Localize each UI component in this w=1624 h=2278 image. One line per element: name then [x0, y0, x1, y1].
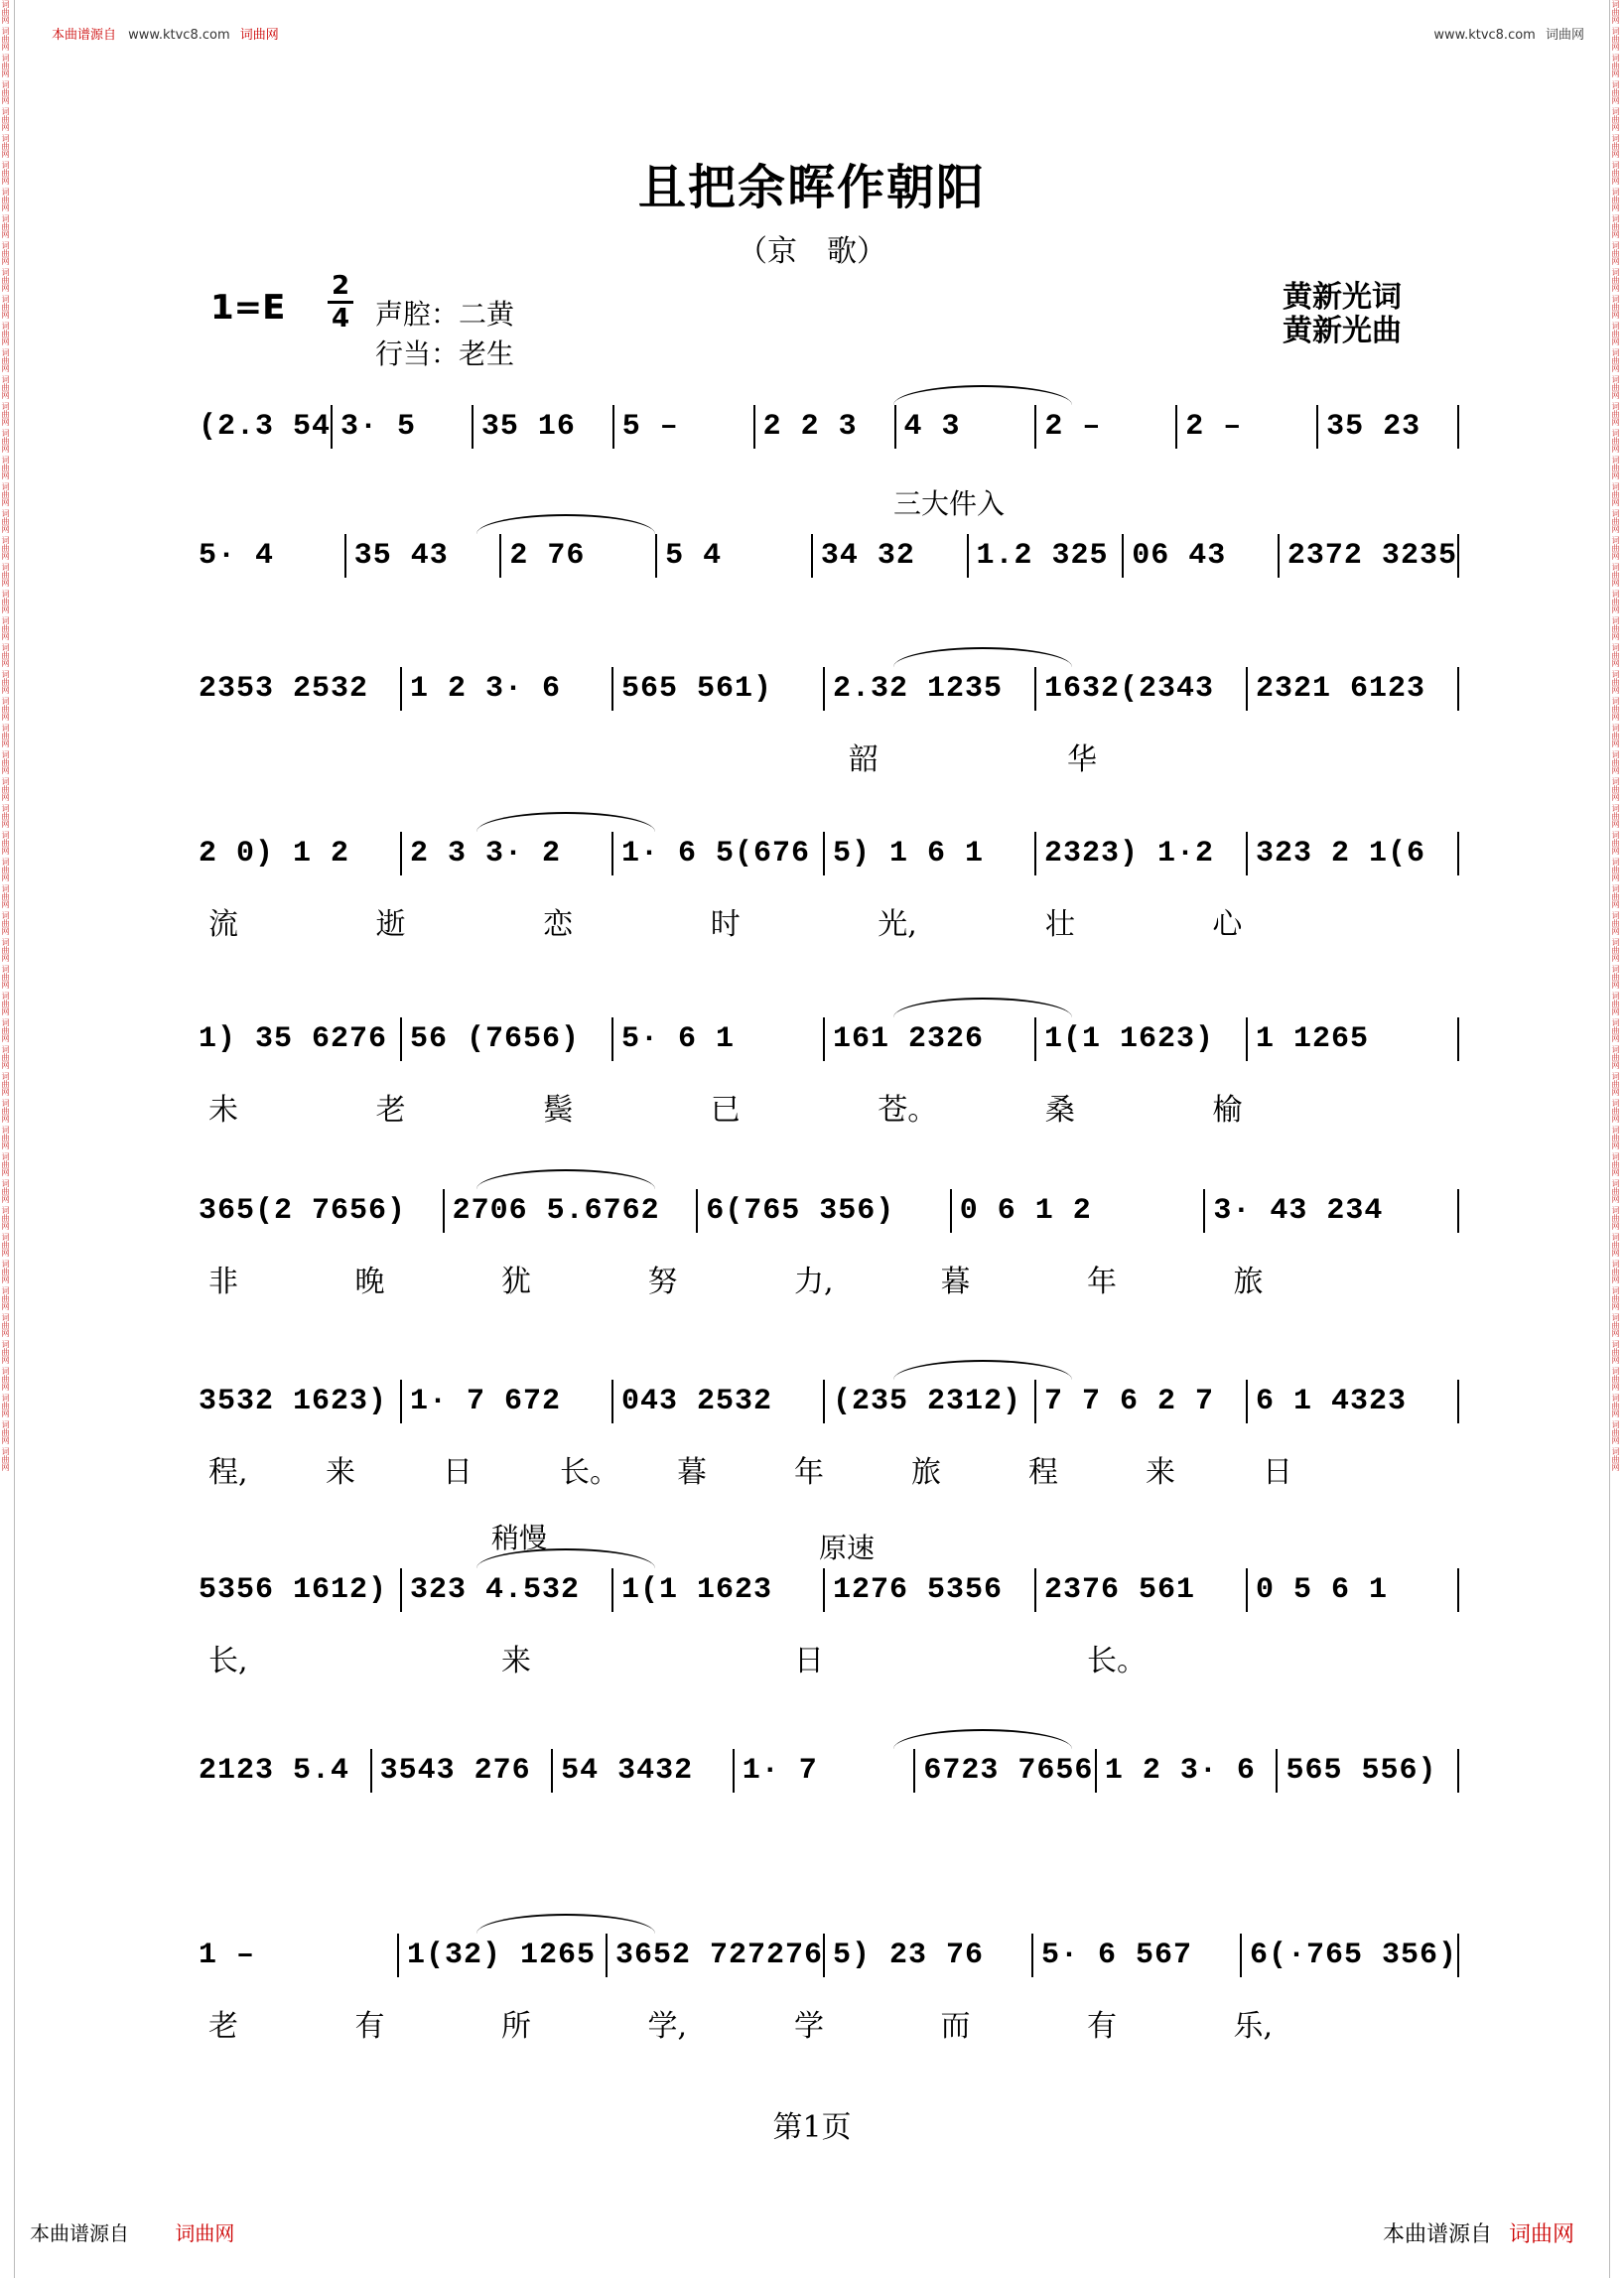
watermark-glyph: 词曲网: [1, 188, 10, 211]
lyrics-row: [199, 1636, 1459, 1678]
measure: 2372 3235: [1278, 534, 1459, 578]
watermark-glyph: 词曲网: [1, 54, 10, 77]
measure: (235 2312): [823, 1380, 1034, 1423]
lyric-syllable: 有: [1087, 2009, 1117, 2044]
watermark-glyph: 词曲网: [1, 1367, 10, 1391]
watermark-glyph: 词曲网: [1611, 322, 1620, 345]
lyric-syllable: 日: [794, 1644, 824, 1678]
watermark-glyph: 词曲网: [1, 375, 10, 399]
measure: 2 3 3· 2: [400, 832, 611, 875]
measure: 4 3: [894, 405, 1035, 449]
watermark-glyph: 词曲网: [1, 214, 10, 238]
measure-row: [199, 1189, 1459, 1233]
measure: 2706 5.6762: [443, 1189, 697, 1233]
watermark-glyph: 词曲网: [1611, 107, 1620, 131]
watermark-glyph: 词曲网: [1, 456, 10, 479]
watermark-glyph: 词曲网: [1611, 992, 1620, 1015]
measure: 323 2 1(6: [1246, 832, 1459, 875]
measure: 35 43: [344, 534, 500, 578]
lyric-syllable: 旅: [1233, 1265, 1264, 1299]
measure-row: [199, 832, 1459, 875]
header-url-link[interactable]: www.ktvc8.com: [128, 28, 230, 43]
composer: 黄新光曲: [1283, 314, 1402, 348]
lyric-syllable: 长,: [208, 1644, 248, 1678]
slur-mark: [476, 514, 655, 534]
measure: 2321 6123: [1246, 667, 1459, 711]
watermark-glyph: 词曲网: [1611, 858, 1620, 881]
lyrics-row: [199, 899, 1459, 942]
watermark-glyph: 词曲网: [1611, 456, 1620, 479]
watermark-glyph: 词曲网: [1611, 1206, 1620, 1230]
watermark-glyph: 词曲网: [1611, 536, 1620, 560]
slur-mark: [476, 1914, 655, 1934]
watermark-glyph: 词曲网: [1611, 80, 1620, 104]
watermark-glyph: 词曲网: [1611, 1447, 1620, 1471]
watermark-glyph: 词曲网: [1, 1045, 10, 1069]
measure-row: [199, 1017, 1459, 1061]
watermark-glyph: 词曲网: [1, 295, 10, 319]
watermark-glyph: 词曲网: [1, 536, 10, 560]
right-watermark-strip: [1609, 0, 1624, 2278]
lyricist: 黄新光词: [1283, 280, 1402, 315]
watermark-glyph: 词曲网: [1, 402, 10, 426]
watermark-glyph: 词曲网: [1611, 1072, 1620, 1096]
lyric-syllable: 老: [375, 1093, 406, 1128]
lyric-syllable: 学: [794, 2009, 824, 2044]
lyric-syllable: 力,: [794, 1265, 834, 1299]
watermark-glyph: 词曲网: [1611, 1367, 1620, 1391]
measure: 5 4: [655, 534, 811, 578]
watermark-glyph: 词曲网: [1, 938, 10, 962]
measure: 2 2 3: [753, 405, 894, 449]
watermark-glyph: 词曲网: [1611, 0, 1620, 24]
watermark-glyph: 词曲网: [1611, 938, 1620, 962]
watermark-glyph: 词曲网: [1611, 1340, 1620, 1364]
lyric-syllable: 程,: [208, 1455, 248, 1490]
lyrics-row: [199, 735, 1459, 777]
tempo-annotation-return: 原速: [819, 1532, 876, 1564]
lyric-syllable: 旅: [911, 1455, 941, 1490]
role-type: 行当：老生: [375, 337, 515, 370]
measure: 34 32: [811, 534, 967, 578]
watermark-glyph: 词曲网: [1611, 965, 1620, 989]
measure: 3652 727276: [606, 1934, 823, 1977]
lyric-syllable: 流: [208, 907, 238, 942]
watermark-glyph: 词曲网: [1, 563, 10, 587]
lyric-syllable: 榆: [1212, 1093, 1243, 1128]
measure-row: [199, 405, 1459, 449]
watermark-glyph: 词曲网: [1611, 295, 1620, 319]
measure-row: [199, 1380, 1459, 1423]
key-signature: 1=E: [210, 288, 286, 328]
lyric-syllable: 晚: [354, 1265, 385, 1299]
watermark-glyph: 词曲网: [1, 80, 10, 104]
left-watermark-strip: [0, 0, 15, 2278]
time-signature: [328, 272, 353, 333]
watermark-glyph: 词曲网: [1, 268, 10, 292]
watermark-glyph: 词曲网: [1611, 724, 1620, 747]
watermark-glyph: 词曲网: [1, 1206, 10, 1230]
watermark-glyph: 词曲网: [1, 161, 10, 185]
watermark-glyph: 词曲网: [1611, 27, 1620, 51]
tempo-annotation: 稍慢: [491, 1522, 548, 1554]
watermark-glyph: 词曲网: [1611, 1179, 1620, 1203]
measure: 5) 23 76: [823, 1934, 1031, 1977]
lyric-syllable: 来: [326, 1455, 355, 1490]
watermark-glyph: 词曲网: [1, 911, 10, 935]
header-right-url-link[interactable]: www.ktvc8.com: [1433, 28, 1536, 43]
watermark-glyph: 词曲网: [1611, 1152, 1620, 1176]
song-genre: （京 歌）: [738, 234, 886, 269]
lyric-syllable: 所: [501, 2009, 531, 2044]
watermark-glyph: 词曲网: [1611, 1286, 1620, 1310]
watermark-glyph: 词曲网: [1611, 831, 1620, 855]
watermark-glyph: 词曲网: [1611, 134, 1620, 158]
measure: 1· 7 672: [400, 1380, 611, 1423]
measure: 3· 43 234: [1203, 1189, 1459, 1233]
slur-mark: [893, 385, 1072, 405]
watermark-glyph: 词曲网: [1611, 1394, 1620, 1417]
watermark-glyph: 词曲网: [1611, 911, 1620, 935]
watermark-glyph: 词曲网: [1, 750, 10, 774]
measure: 3532 1623): [199, 1385, 388, 1418]
measure: 5· 6 567: [1031, 1934, 1240, 1977]
measure: 1276 5356: [823, 1568, 1034, 1612]
header-right-source: [1433, 24, 1584, 43]
watermark-glyph: 词曲网: [1611, 1126, 1620, 1149]
measure: 2 –: [1034, 405, 1175, 449]
watermark-glyph: 词曲网: [1, 1447, 10, 1471]
measure: 6723 7656: [913, 1749, 1095, 1793]
measure: 6 1 4323: [1246, 1380, 1459, 1423]
measure: 565 561): [611, 667, 823, 711]
watermark-glyph: 词曲网: [1, 670, 10, 694]
measure: 1 2 3· 6: [1095, 1749, 1277, 1793]
watermark-glyph: 词曲网: [1, 724, 10, 747]
watermark-glyph: 词曲网: [1, 643, 10, 667]
watermark-glyph: 词曲网: [1611, 777, 1620, 801]
footer-right: [1383, 2217, 1574, 2248]
header-source-text: 本曲谱源自: [52, 28, 117, 43]
watermark-glyph: 词曲网: [1, 509, 10, 533]
lyric-syllable: 长。: [1087, 1644, 1147, 1678]
watermark-glyph: 词曲网: [1, 0, 10, 24]
lyric-syllable: 时: [710, 907, 741, 942]
watermark-glyph: 词曲网: [1611, 670, 1620, 694]
lyric-syllable: 程: [1028, 1455, 1058, 1490]
watermark-glyph: 词曲网: [1611, 1018, 1620, 1042]
watermark-glyph: 词曲网: [1, 1394, 10, 1417]
lyrics-row: [199, 1257, 1459, 1299]
watermark-glyph: 词曲网: [1, 884, 10, 908]
lyric-syllable: 长。: [560, 1455, 619, 1490]
lyric-syllable: 老: [208, 2009, 238, 2044]
watermark-glyph: 词曲网: [1611, 188, 1620, 211]
watermark-glyph: 词曲网: [1611, 643, 1620, 667]
lyric-syllable: 乐,: [1233, 2009, 1274, 2044]
measure: 1(32) 1265: [397, 1934, 606, 1977]
watermark-glyph: 词曲网: [1611, 54, 1620, 77]
lyric-syllable: 已: [710, 1093, 741, 1128]
measure: 35 16: [472, 405, 612, 449]
watermark-glyph: 词曲网: [1, 134, 10, 158]
footer-left: [30, 2217, 234, 2246]
watermark-glyph: 词曲网: [1611, 429, 1620, 453]
lyric-syllable: 暮: [940, 1265, 971, 1299]
measure: 1(1 1623: [611, 1568, 823, 1612]
slur-mark: [476, 1169, 655, 1189]
measure: 2 –: [1175, 405, 1316, 449]
header-site-link[interactable]: 词曲网: [239, 28, 279, 43]
measure-row: [199, 534, 1459, 578]
lyric-syllable: 犹: [501, 1265, 531, 1299]
header-left-source: [52, 24, 279, 43]
watermark-glyph: 词曲网: [1, 616, 10, 640]
measure-row: [199, 1568, 1459, 1612]
watermark-glyph: 词曲网: [1, 965, 10, 989]
watermark-glyph: 词曲网: [1611, 1260, 1620, 1283]
watermark-glyph: 词曲网: [1, 1420, 10, 1444]
watermark-glyph: 词曲网: [1611, 161, 1620, 185]
measure: 2123 5.4: [199, 1754, 350, 1788]
watermark-glyph: 词曲网: [1611, 1045, 1620, 1069]
watermark-glyph: 词曲网: [1611, 563, 1620, 587]
measure: 2.32 1235: [823, 667, 1034, 711]
watermark-glyph: 词曲网: [1611, 348, 1620, 372]
slur-mark: [476, 812, 655, 832]
measure-row: [199, 1934, 1459, 1977]
lyric-syllable: 年: [1087, 1265, 1117, 1299]
measure: 1· 6 5(676: [611, 832, 823, 875]
measure: 2323) 1·2: [1034, 832, 1246, 875]
slur-mark: [893, 998, 1072, 1017]
measure: 1) 35 6276: [199, 1022, 388, 1056]
watermark-glyph: 词曲网: [1, 1072, 10, 1096]
lyric-syllable: 日: [1263, 1455, 1292, 1490]
watermark-glyph: 词曲网: [1, 777, 10, 801]
lyric-syllable: 暮: [677, 1455, 707, 1490]
measure: (2.3 54: [199, 410, 332, 444]
lyric-syllable: 非: [208, 1265, 238, 1299]
lyric-syllable: 逝: [375, 907, 406, 942]
watermark-glyph: 词曲网: [1, 1099, 10, 1123]
watermark-glyph: 词曲网: [1, 1152, 10, 1176]
slur-mark: [893, 1360, 1072, 1380]
watermark-glyph: 词曲网: [1, 831, 10, 855]
lyric-syllable: 日: [443, 1455, 473, 1490]
lyric-syllable: 苍。: [878, 1093, 938, 1128]
lyric-syllable: 而: [940, 2009, 971, 2044]
measure: 3· 5: [331, 405, 472, 449]
header-right-site-link[interactable]: 词曲网: [1545, 28, 1584, 43]
watermark-glyph: 词曲网: [1611, 241, 1620, 265]
footer-right-site-link[interactable]: 词曲网: [1508, 2222, 1574, 2247]
measure: 365(2 7656): [199, 1194, 407, 1228]
lyric-syllable: 韶: [849, 742, 879, 777]
measure-row: [199, 1749, 1459, 1793]
watermark-glyph: 词曲网: [1611, 750, 1620, 774]
lyric-syllable: 桑: [1044, 1093, 1075, 1128]
watermark-glyph: 词曲网: [1, 697, 10, 721]
watermark-glyph: 词曲网: [1611, 214, 1620, 238]
measure: 2353 2532: [199, 672, 369, 706]
watermark-glyph: 词曲网: [1, 1233, 10, 1257]
watermark-glyph: 词曲网: [1611, 1233, 1620, 1257]
measure: 5· 4: [199, 539, 275, 573]
lyric-syllable: 恋: [543, 907, 574, 942]
watermark-glyph: 词曲网: [1, 322, 10, 345]
measure: 2 0) 1 2: [199, 837, 350, 871]
slur-mark: [893, 1729, 1072, 1749]
footer-right-source: 本曲谱源自: [1382, 2222, 1492, 2247]
lyric-syllable: 壮: [1044, 907, 1075, 942]
watermark-glyph: 词曲网: [1611, 1420, 1620, 1444]
watermark-glyph: 词曲网: [1611, 482, 1620, 506]
page-number: 第1页: [772, 2110, 852, 2145]
measure: 1 –: [199, 1939, 256, 1972]
lyric-syllable: 有: [354, 2009, 385, 2044]
watermark-glyph: 词曲网: [1611, 1099, 1620, 1123]
vocal-style: 声腔：二黄: [375, 298, 515, 331]
watermark-glyph: 词曲网: [1611, 884, 1620, 908]
measure: 0 6 1 2: [950, 1189, 1204, 1233]
measure: 56 (7656): [400, 1017, 611, 1061]
measure: 6(765 356): [696, 1189, 950, 1233]
lyric-syllable: 华: [1067, 742, 1097, 777]
watermark-glyph: 词曲网: [1611, 697, 1620, 721]
measure: 565 556): [1276, 1749, 1459, 1793]
measure: 06 43: [1122, 534, 1278, 578]
measure: 1· 7: [733, 1749, 914, 1793]
measure: 5356 1612): [199, 1573, 388, 1607]
footer-left-site-link[interactable]: 词曲网: [175, 2221, 235, 2245]
measure: 5· 6 1: [611, 1017, 823, 1061]
measure: 7 7 6 2 7: [1034, 1380, 1246, 1423]
measure: 1 2 3· 6: [400, 667, 611, 711]
measure: 6(·765 356): [1240, 1934, 1459, 1977]
watermark-glyph: 词曲网: [1, 992, 10, 1015]
watermark-glyph: 词曲网: [1, 241, 10, 265]
measure: 54 3432: [551, 1749, 733, 1793]
measure: 1632(2343: [1034, 667, 1246, 711]
watermark-glyph: 词曲网: [1, 107, 10, 131]
lyric-syllable: 未: [208, 1093, 238, 1128]
lyric-syllable: 学,: [647, 2009, 688, 2044]
watermark-glyph: 词曲网: [1611, 590, 1620, 613]
watermark-glyph: 词曲网: [1, 590, 10, 613]
watermark-glyph: 词曲网: [1611, 509, 1620, 533]
watermark-glyph: 词曲网: [1, 1313, 10, 1337]
lyrics-row: [199, 2001, 1459, 2044]
meter-top: 2: [331, 271, 350, 301]
lyric-syllable: 心: [1212, 907, 1243, 942]
measure: 5 –: [612, 405, 753, 449]
measure: 2376 561: [1034, 1568, 1246, 1612]
lyric-syllable: 来: [1146, 1455, 1175, 1490]
lyric-syllable: 鬓: [543, 1093, 574, 1128]
watermark-glyph: 词曲网: [1, 1340, 10, 1364]
song-title: 且把余晖作朝阳: [637, 160, 986, 215]
measure: 35 23: [1316, 405, 1459, 449]
watermark-glyph: 词曲网: [1, 1018, 10, 1042]
watermark-glyph: 词曲网: [1, 1286, 10, 1310]
lyric-syllable: 来: [501, 1644, 531, 1678]
watermark-glyph: 词曲网: [1, 348, 10, 372]
watermark-glyph: 词曲网: [1, 858, 10, 881]
watermark-glyph: 词曲网: [1, 1179, 10, 1203]
watermark-glyph: 词曲网: [1, 27, 10, 51]
measure: 1.2 325: [967, 534, 1123, 578]
slur-mark: [893, 647, 1072, 667]
watermark-glyph: 词曲网: [1611, 268, 1620, 292]
lyric-syllable: 年: [794, 1455, 824, 1490]
measure: 3543 276: [370, 1749, 552, 1793]
measure-row: [199, 667, 1459, 711]
watermark-glyph: 词曲网: [1611, 1313, 1620, 1337]
measure: 0 5 6 1: [1246, 1568, 1459, 1612]
lyric-syllable: 光,: [878, 907, 917, 942]
watermark-glyph: 词曲网: [1611, 375, 1620, 399]
footer-left-source: 本曲谱源自: [30, 2221, 129, 2245]
measure: 1(1 1623): [1034, 1017, 1246, 1061]
measure: 5) 1 6 1: [823, 832, 1034, 875]
watermark-glyph: 词曲网: [1, 1126, 10, 1149]
measure: 161 2326: [823, 1017, 1034, 1061]
watermark-glyph: 词曲网: [1, 804, 10, 828]
measure: 323 4.532: [400, 1568, 611, 1612]
lyrics-row: [199, 1447, 1459, 1490]
meter-bottom: 4: [331, 304, 350, 334]
measure: 043 2532: [611, 1380, 823, 1423]
lyric-syllable: 努: [647, 1265, 678, 1299]
watermark-glyph: 词曲网: [1, 482, 10, 506]
tempo-annotation: 三大件入: [893, 487, 1006, 520]
watermark-glyph: 词曲网: [1, 1260, 10, 1283]
watermark-glyph: 词曲网: [1611, 402, 1620, 426]
watermark-glyph: 词曲网: [1611, 616, 1620, 640]
watermark-glyph: 词曲网: [1611, 804, 1620, 828]
measure: 2 76: [499, 534, 655, 578]
watermark-glyph: 词曲网: [1, 429, 10, 453]
lyrics-row: [199, 1085, 1459, 1128]
measure: 1 1265: [1246, 1017, 1459, 1061]
